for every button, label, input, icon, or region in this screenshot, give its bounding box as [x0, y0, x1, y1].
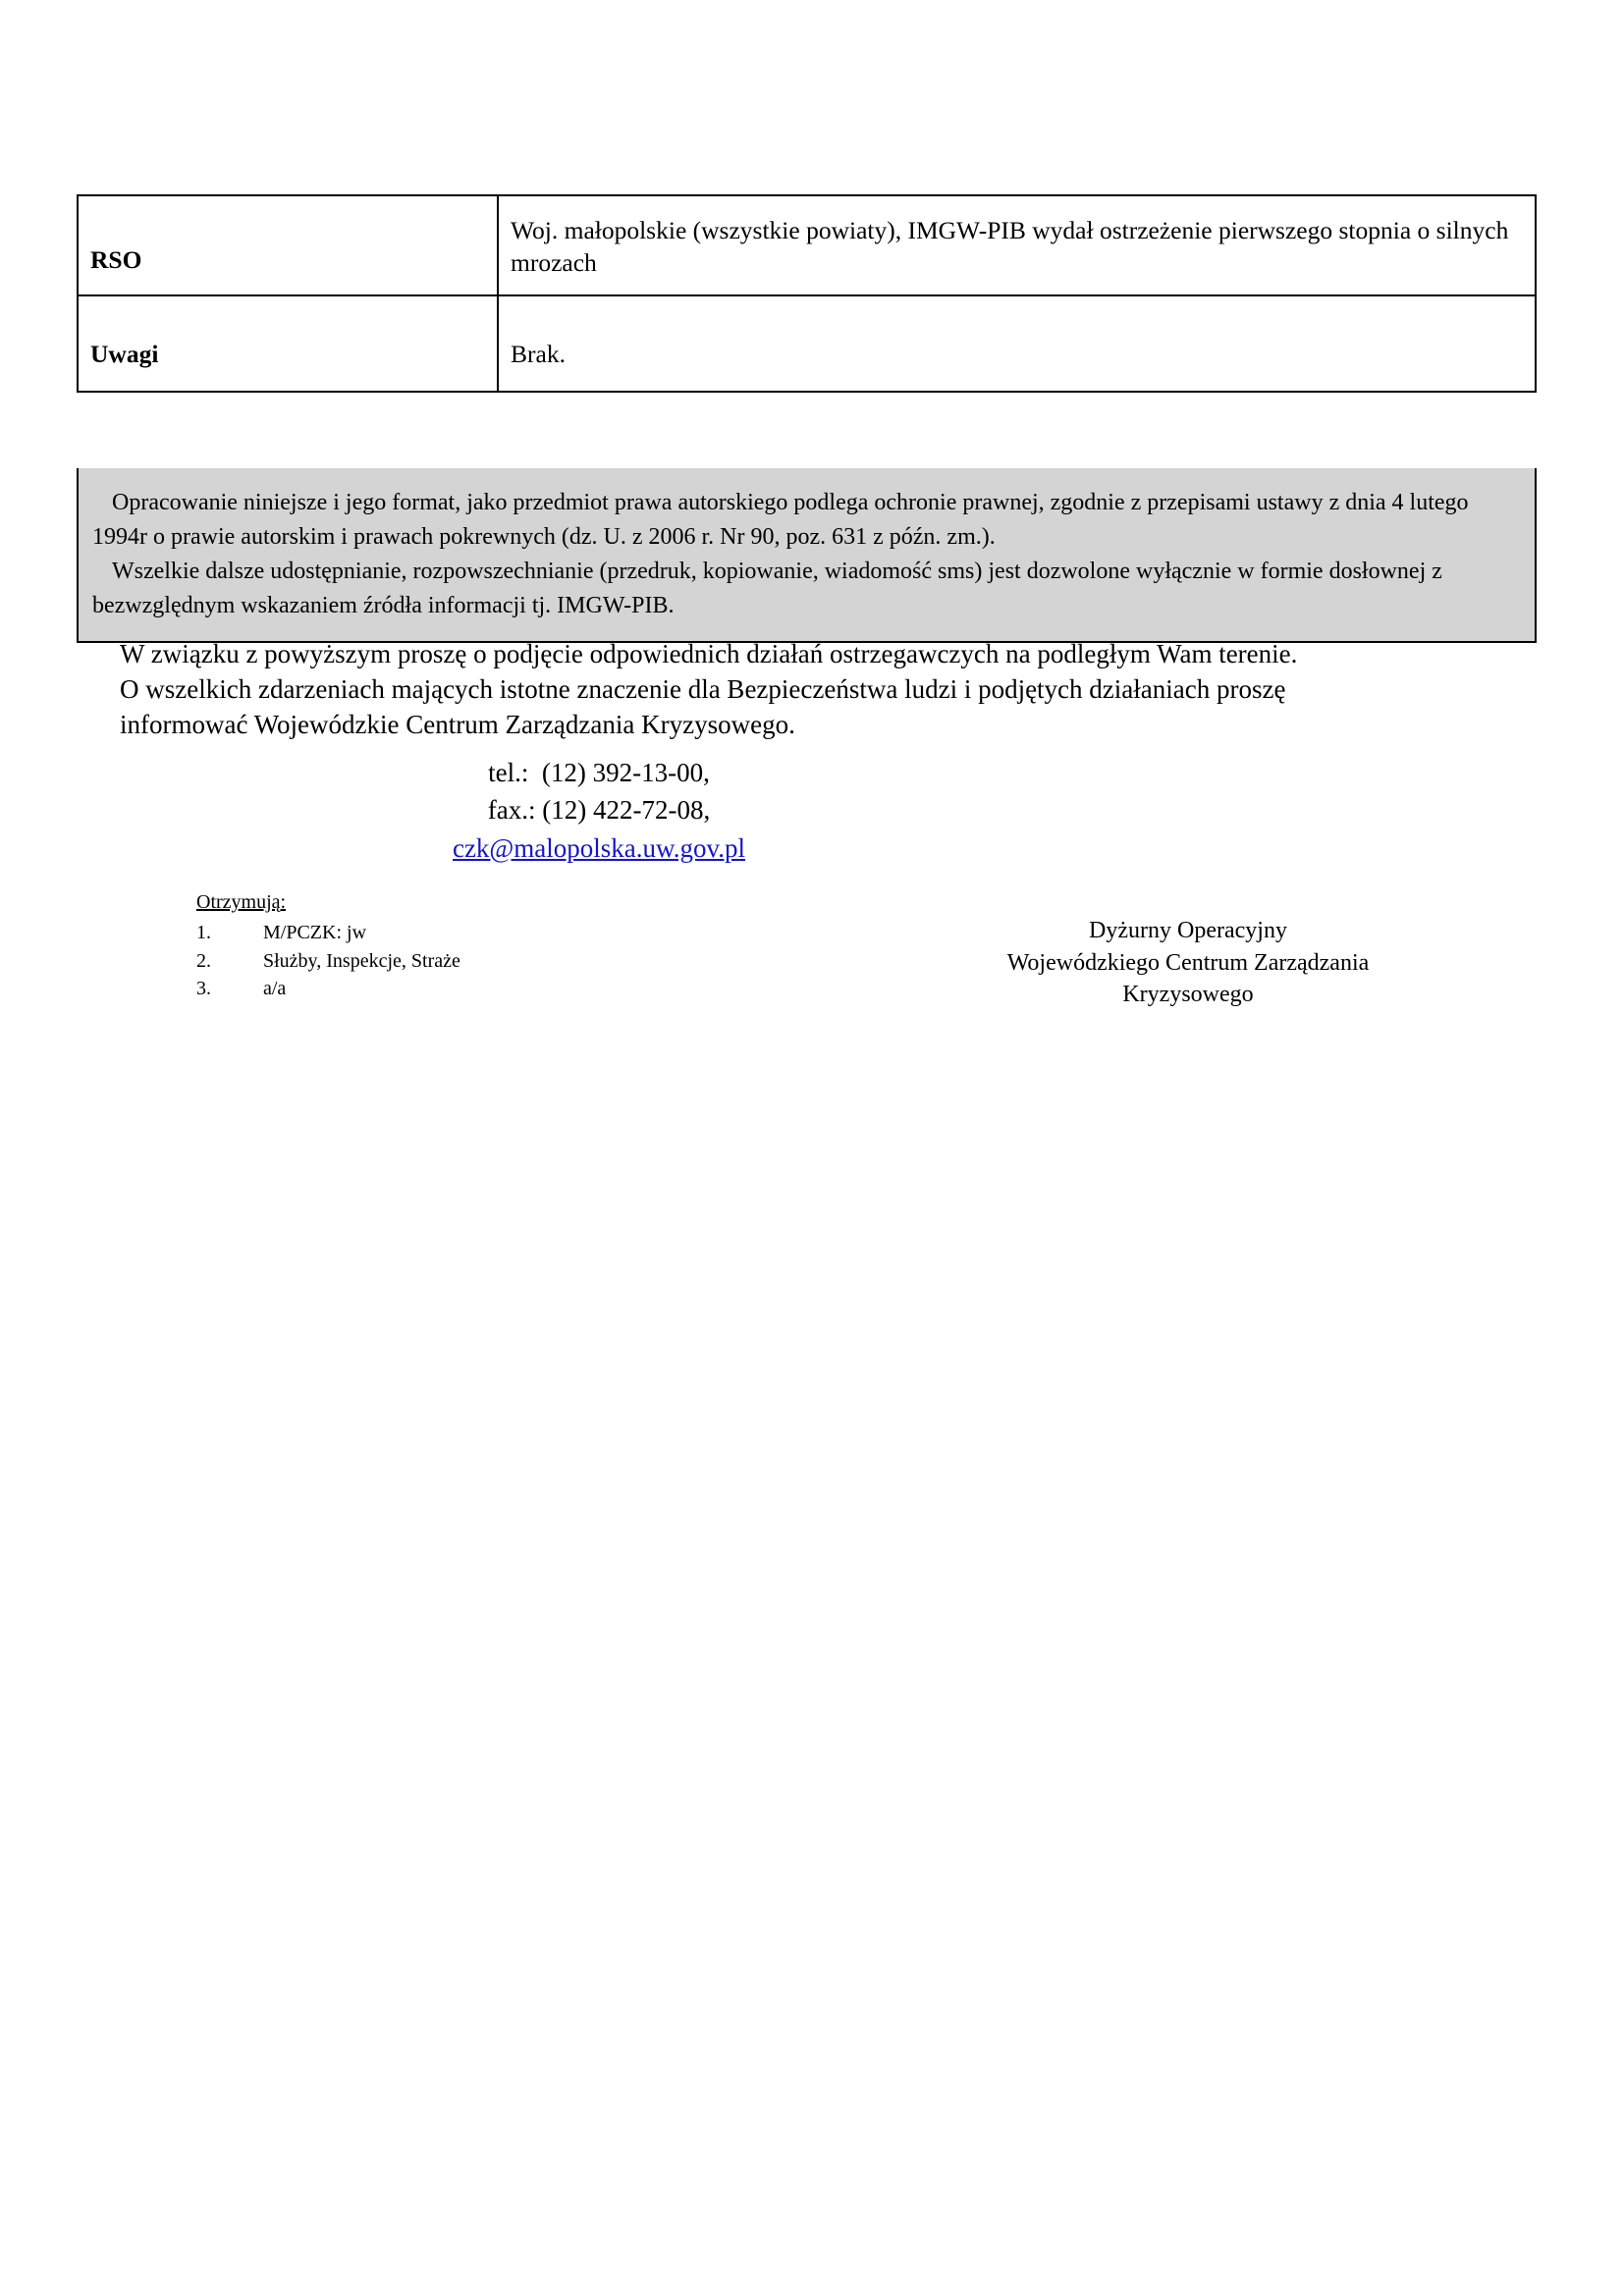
list-item: [196, 919, 460, 947]
rso-label: RSO: [90, 245, 142, 274]
copyright-notice: [77, 468, 1537, 643]
uwagi-value: Brak.: [511, 340, 566, 369]
body-paragraph: [120, 636, 1514, 743]
copyright-paragraph-2: Wszelkie dalsze udostępnianie, rozpowszechnianie (przedruk, kopiowanie, wiadomość sms) jest dozwolone wyłącznie w formie dosłownej z bezwzględnym wskazaniem źródła informacji tj. IMGW-PIB.: [92, 559, 1442, 619]
list-item-label: M/PCZK: jw: [263, 921, 367, 943]
telephone-line: tel.: (12) 392-13-00,: [488, 758, 710, 787]
table-row-uwagi: [78, 295, 1536, 392]
rso-value: Woj. małopolskie (wszystkie powiaty), IMGW-PIB wydał ostrzeżenie pierwszego stopnia o silnych mrozach: [511, 216, 1509, 278]
list-item-number: 1.: [196, 921, 211, 943]
list-item-number: 2.: [196, 949, 211, 972]
rso-value-cell: [498, 195, 1536, 295]
list-item: [196, 947, 460, 976]
signature-line-2: Wojewódzkiego Centrum Zarządzania: [1006, 949, 1370, 976]
list-item-label: Służby, Inspekcje, Straże: [263, 949, 460, 972]
signature-line-1: Dyżurny Operacyjny: [1089, 918, 1287, 943]
body-line-3: informować Wojewódzkie Centrum Zarządzania Kryzysowego.: [120, 710, 795, 740]
rso-label-cell: [78, 195, 498, 295]
list-item-number: 3.: [196, 978, 211, 1000]
fax-line: fax.: (12) 422-72-08,: [487, 795, 711, 826]
list-item-label: a/a: [263, 978, 287, 1000]
list-item: [196, 975, 460, 1003]
info-table: [77, 194, 1537, 393]
uwagi-label: Uwagi: [90, 340, 159, 369]
table-row-rso: [78, 195, 1536, 295]
email-link[interactable]: czk@malopolska.uw.gov.pl: [452, 832, 746, 863]
copyright-paragraph-1: Opracowanie niniejsze i jego format, jako przedmiot prawa autorskiego podlega ochronie prawnej, zgodnie z przepisami ustawy z dnia 4 lutego 1994r o prawie autorskim i prawach pokrewnych (dz. U. z 2006 r. Nr 90, poz. 631 z późn. zm.).: [92, 490, 1469, 551]
recipients-list: [196, 888, 460, 1003]
signature-block: [943, 915, 1434, 1011]
body-line-1: W związku z powyższym proszę o podjęcie odpowiednich działań ostrzegawczych na podległym Wam terenie.: [120, 639, 1298, 668]
recipients-heading: Otrzymują:: [196, 891, 287, 913]
body-line-2: O wszelkich zdarzeniach mających istotne znaczenie dla Bezpieczeństwa ludzi i podjętych działaniach proszę: [120, 674, 1286, 705]
contact-block: [0, 754, 1198, 867]
uwagi-value-cell: [498, 295, 1536, 392]
signature-line-3: Kryzysowego: [1122, 982, 1254, 1008]
uwagi-label-cell: [78, 295, 498, 392]
